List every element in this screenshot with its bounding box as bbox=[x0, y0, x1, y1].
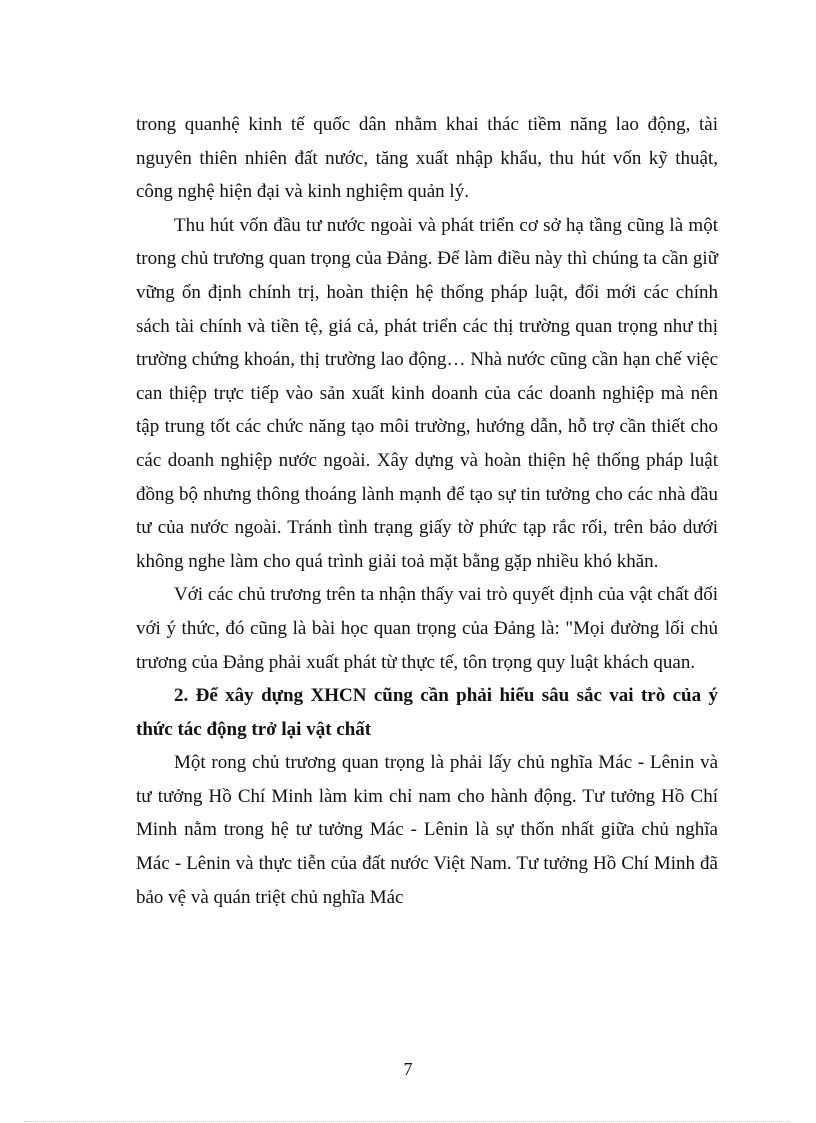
document-body bbox=[136, 108, 718, 914]
page-number: 7 bbox=[403, 1059, 413, 1079]
section-heading: 2. Để xây dựng XHCN cũng cần phải hiểu sâu sắc vai trò của ý thức tác động trở lại vật chất bbox=[136, 685, 718, 740]
body-paragraph: Một rong chủ trương quan trọng là phải lấy chủ nghĩa Mác - Lênin và tư tưởng Hồ Chí Minh làm kim chỉ nam cho hành động. Tư tưởng Hồ Chí Minh nằm trong hệ tư tưởng Mác - Lênin là sự thốn nhất giữa chủ nghĩa Mác - Lênin và thực tiễn của đất nước Việt Nam. Tư tưởng Hồ Chí Minh đã bảo vệ và quán triệt chủ nghĩa Mác bbox=[136, 752, 718, 908]
page-bottom-edge bbox=[24, 1121, 790, 1122]
body-paragraph: Với các chủ trương trên ta nhận thấy vai trò quyết định của vật chất đối với ý thức, đó cũng là bài học quan trọng của Đảng là: "Mọi đường lối chủ trương của Đảng phải xuất phát từ thực tế, tôn trọng quy luật khách quan. bbox=[136, 584, 718, 673]
body-paragraph: trong quanhệ kinh tế quốc dân nhằm khai thác tiềm năng lao động, tài nguyên thiên nhiên đất nước, tăng xuất nhập khẩu, thu hút vốn kỹ thuật, công nghệ hiện đại và kinh nghiệm quản lý. bbox=[136, 114, 718, 203]
body-paragraph: Thu hút vốn đầu tư nước ngoài và phát triển cơ sở hạ tầng cũng là một trong chủ trương quan trọng của Đảng. Để làm điều này thì chúng ta cần giữ vững ổn định chính trị, hoàn thiện hệ thống pháp luật, đổi mới các chính sách tài chính và tiền tệ, giá cả, phát triển các thị trường quan trọng như thị trường chứng khoán, thị trường lao động… Nhà nước cũng cần hạn chế việc can thiệp trực tiếp vào sản xuất kinh doanh của các doanh nghiệp mà nên tập trung tốt các chức năng tạo môi trường, hướng dẫn, hỗ trợ cần thiết cho các doanh nghiệp nước ngoài. Xây dựng và hoàn thiện hệ thống pháp luật đồng bộ nhưng thông thoáng lành mạnh để tạo sự tin tưởng cho các nhà đầu tư của nước ngoài. Tránh tình trạng giấy tờ phức tạp rắc rối, trên bảo dưới không nghe làm cho quá trình giải toả mặt bằng gặp nhiều khó khăn. bbox=[136, 214, 718, 572]
